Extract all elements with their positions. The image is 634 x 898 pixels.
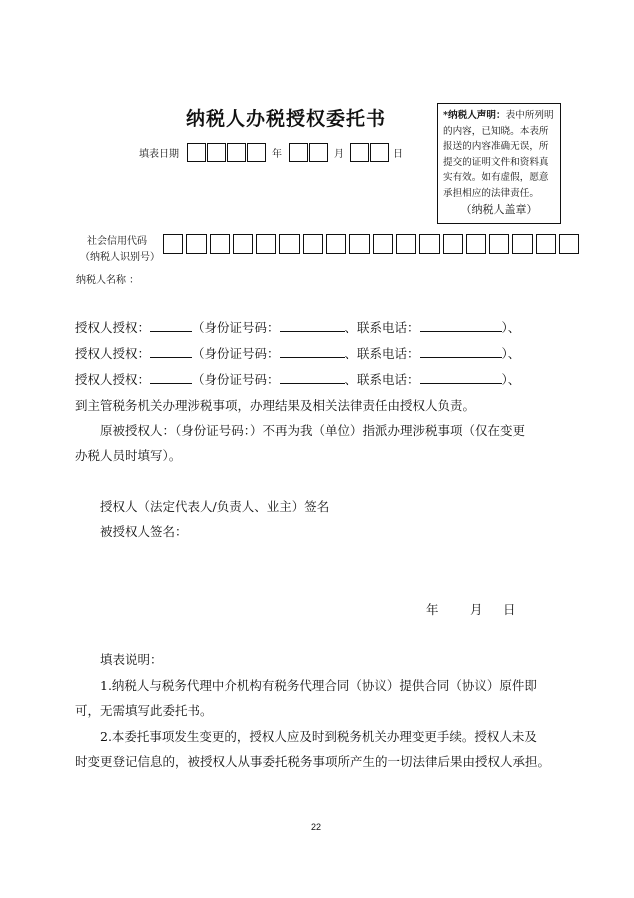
credit-code-digit-box[interactable] (373, 234, 393, 254)
credit-code-digit-box[interactable] (559, 234, 579, 254)
credit-code-digit-box[interactable] (233, 234, 253, 254)
credit-code-digit-box[interactable] (419, 234, 439, 254)
fill-date-label: 填表日期 (139, 149, 179, 160)
fill-date-row (139, 143, 406, 162)
authorization-end: ）、 (501, 320, 521, 335)
revoke-statement-line1: 原被授权人：（身份证号码：）不再为我（单位）指派办理涉税事项（仅在变更 (100, 423, 526, 438)
credit-code-digit-box[interactable] (349, 234, 369, 254)
sign-date-day: 日 (503, 602, 516, 617)
authorized-name-blank[interactable] (150, 319, 192, 332)
phone-blank[interactable] (420, 319, 502, 332)
credit-code-label: 社会信用代码 (87, 236, 147, 247)
id-number-label: （身份证号码： (192, 372, 280, 387)
phone-label: 、联系电话： (344, 346, 420, 361)
credit-code-digit-box[interactable] (163, 234, 183, 254)
credit-code-digit-box[interactable] (512, 234, 532, 254)
id-number-blank[interactable] (280, 371, 345, 384)
instructions-heading: 填表说明： (100, 652, 163, 667)
credit-code-digit-box[interactable] (396, 234, 416, 254)
credit-code-digit-box[interactable] (443, 234, 463, 254)
month-label: 月 (334, 149, 344, 160)
instruction-1-line1: 1.纳税人与税务代理中介机构有税务代理合同（协议）提供合同（协议）原件即 (100, 678, 537, 693)
day-digit-box[interactable] (370, 143, 389, 162)
authorized-name-blank[interactable] (150, 371, 192, 384)
authorization-end: ）、 (501, 346, 521, 361)
day-digit-box[interactable] (350, 143, 369, 162)
credit-code-digit-box[interactable] (303, 234, 323, 254)
month-digit-box[interactable] (289, 143, 308, 162)
taxpayer-name-label: 纳税人名称 ： (76, 275, 140, 286)
id-number-label: （身份证号码： (192, 346, 280, 361)
document-title: 纳税人办税授权委托书 (186, 108, 387, 130)
credit-code-digit-box[interactable] (489, 234, 509, 254)
credit-code-digit-box[interactable] (466, 234, 486, 254)
responsibility-statement: 到主管税务机关办理涉税事项，办理结果及相关法律责任由授权人负责。 (75, 398, 476, 413)
id-number-blank[interactable] (280, 319, 345, 332)
authorization-line (75, 318, 520, 336)
authorization-prefix: 授权人授权： (75, 346, 151, 361)
credit-code-digit-box[interactable] (256, 234, 276, 254)
instruction-1-line2: 可，无需填写此委托书。 (75, 703, 213, 718)
year-digit-box[interactable] (247, 143, 266, 162)
taxpayer-id-label: （纳税人识别号） (80, 252, 160, 263)
month-digit-box[interactable] (309, 143, 328, 162)
page-number: 22 (311, 822, 322, 832)
authorized-name-blank[interactable] (150, 345, 192, 358)
authorization-prefix: 授权人授权： (75, 320, 151, 335)
id-number-label: （身份证号码： (192, 320, 280, 335)
phone-blank[interactable] (420, 371, 502, 384)
credit-code-digit-box[interactable] (326, 234, 346, 254)
credit-code-digit-box[interactable] (279, 234, 299, 254)
authorization-line (75, 344, 520, 362)
year-digit-box[interactable] (207, 143, 226, 162)
authorized-signature-label: 被授权人签名： (100, 524, 188, 539)
taxpayer-declaration-box (437, 103, 561, 224)
phone-label: 、联系电话： (344, 320, 420, 335)
phone-blank[interactable] (420, 345, 502, 358)
day-label: 日 (393, 149, 403, 160)
authorization-end: ）、 (501, 372, 521, 387)
sign-date-year: 年 (426, 602, 439, 617)
taxpayer-seal-label: （纳税人盖章） (460, 203, 538, 216)
credit-code-boxes (163, 234, 582, 254)
declaration-heading: *纳税人声明： (443, 110, 506, 121)
year-label: 年 (272, 149, 282, 160)
sign-date-month: 月 (470, 602, 483, 617)
instruction-2-line2: 时变更登记信息的，被授权人从事委托税务事项所产生的一切法律后果由授权人承担。 (75, 754, 551, 769)
revoke-statement-line2: 办税人员时填写）。 (75, 448, 182, 463)
credit-code-digit-box[interactable] (536, 234, 556, 254)
year-digit-box[interactable] (227, 143, 246, 162)
authorizer-signature-label: 授权人（法定代表人/负责人、业主）签名 (100, 499, 330, 514)
credit-code-digit-box[interactable] (210, 234, 230, 254)
authorization-line (75, 370, 520, 388)
phone-label: 、联系电话： (344, 372, 420, 387)
instruction-2-line1: 2.本委托事项发生变更的，授权人应及时到税务机关办理变更手续。授权人未及 (100, 729, 537, 744)
authorization-prefix: 授权人授权： (75, 372, 151, 387)
credit-code-digit-box[interactable] (186, 234, 206, 254)
declaration-body: 表中所列明的内容，已知晓。本表所报送的内容准确无误，所提交的证明文件和资料真实有效。如有虚假，愿意承担相应的法律责任。 (443, 110, 554, 199)
year-digit-box[interactable] (187, 143, 206, 162)
id-number-blank[interactable] (280, 345, 345, 358)
